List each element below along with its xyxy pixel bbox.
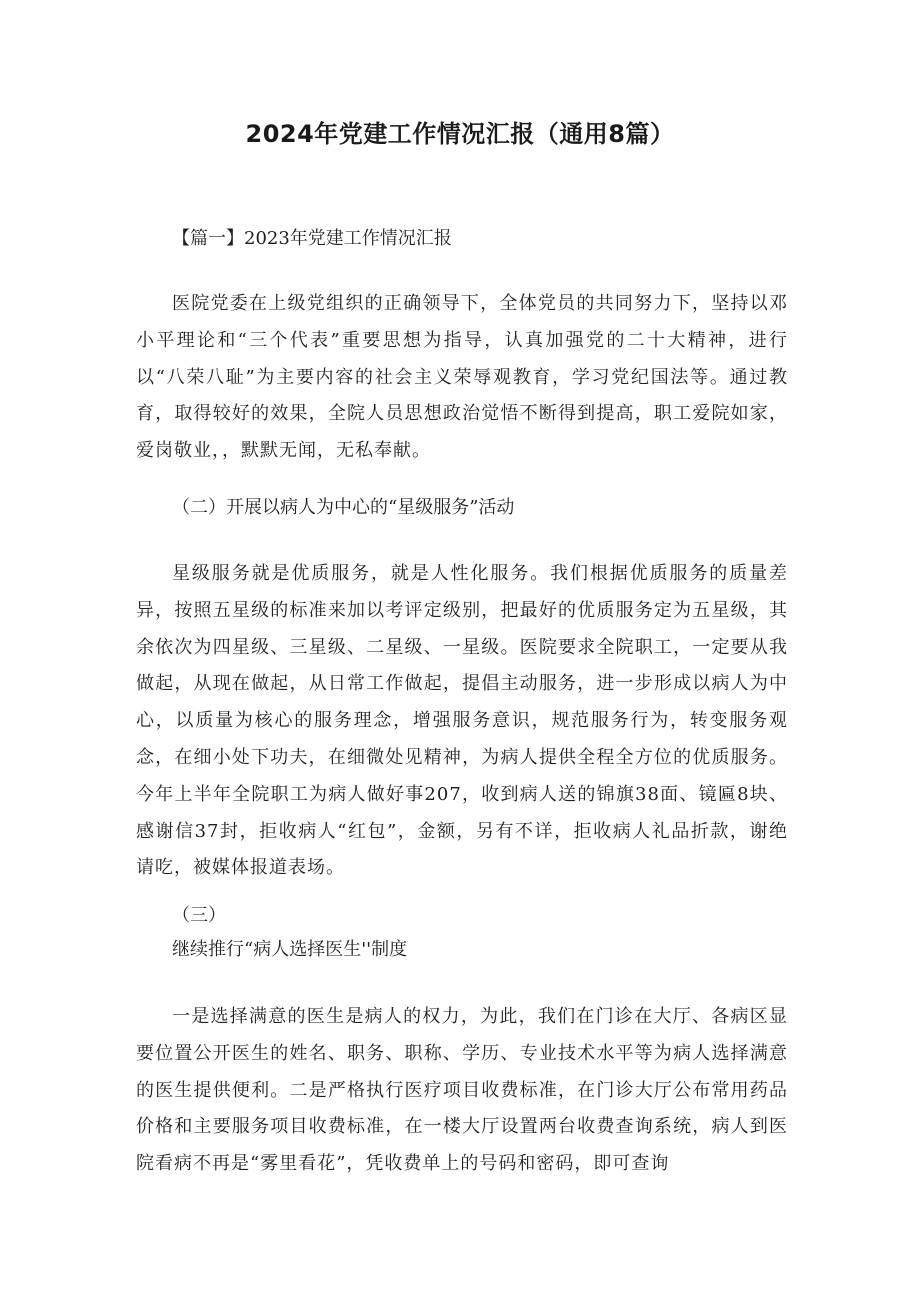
document-title: 2024年党建工作情况汇报（通用8篇） xyxy=(245,120,675,148)
section-heading-1: 【篇一】2023年党建工作情况汇报 xyxy=(172,228,452,249)
section-2-paragraph: 星级服务就是优质服务，就是人性化服务。我们根据优质服务的质量差异，按照五星级的标准来加以考评定级别，把最好的优质服务定为五星级，其余依次为四星级、三星级、二星级、一星级。医院要求全院职工，一定要从我做起，从现在做起，从日常工作做起，提倡主动服务，进一步形成以病人为中心，以质量为核心的服务理念，增强服务意识，规范服务行为，转变服务观念，在细小处下功夫，在细微处见精神，为病人提供全程全方位的优质服务。今年上半年全院职工为病人做好事207，收到病人送的锦旗38面、镜匾8块、感谢信37封，拒收病人“红包”，金额，另有不详，拒收病人礼品折款，谢绝请吃，被媒体报道表场。 xyxy=(136,563,788,879)
section-3-paragraph: 一是选择满意的医生是病人的权力，为此，我们在门诊在大厅、各病区显要位置公开医生的姓名、职务、职称、学历、专业技术水平等为病人选择满意的医生提供便利。二是严格执行医疗项目收费标准，在门诊大厅公布常用药品价格和主要服务项目收费标准，在一楼大厅设置两台收费查询系统，病人到医院看病不再是“雾里看花”，凭收费单上的号码和密码，即可查询 xyxy=(136,1006,788,1175)
section-3-number: （三） xyxy=(172,905,226,926)
section-1-paragraph: 医院党委在上级党组织的正确领导下，全体党员的共同努力下，坚持以邓小平理论和“三个代表”重要思想为指导，认真加强党的二十大精神，进行以“八荣八耻”为主要内容的社会主义荣辱观教育，学习党纪国法等。通过教育，取得较好的效果，全院人员思想政治觉悟不断得到提高，职工爱院如家，爱岗敬业，，默默无闻，无私奉献。 xyxy=(136,293,788,462)
section-heading-2: （二）开展以病人为中心的“星级服务”活动 xyxy=(172,497,515,518)
section-heading-3: 继续推行“病人选择医生''制度 xyxy=(172,939,408,960)
